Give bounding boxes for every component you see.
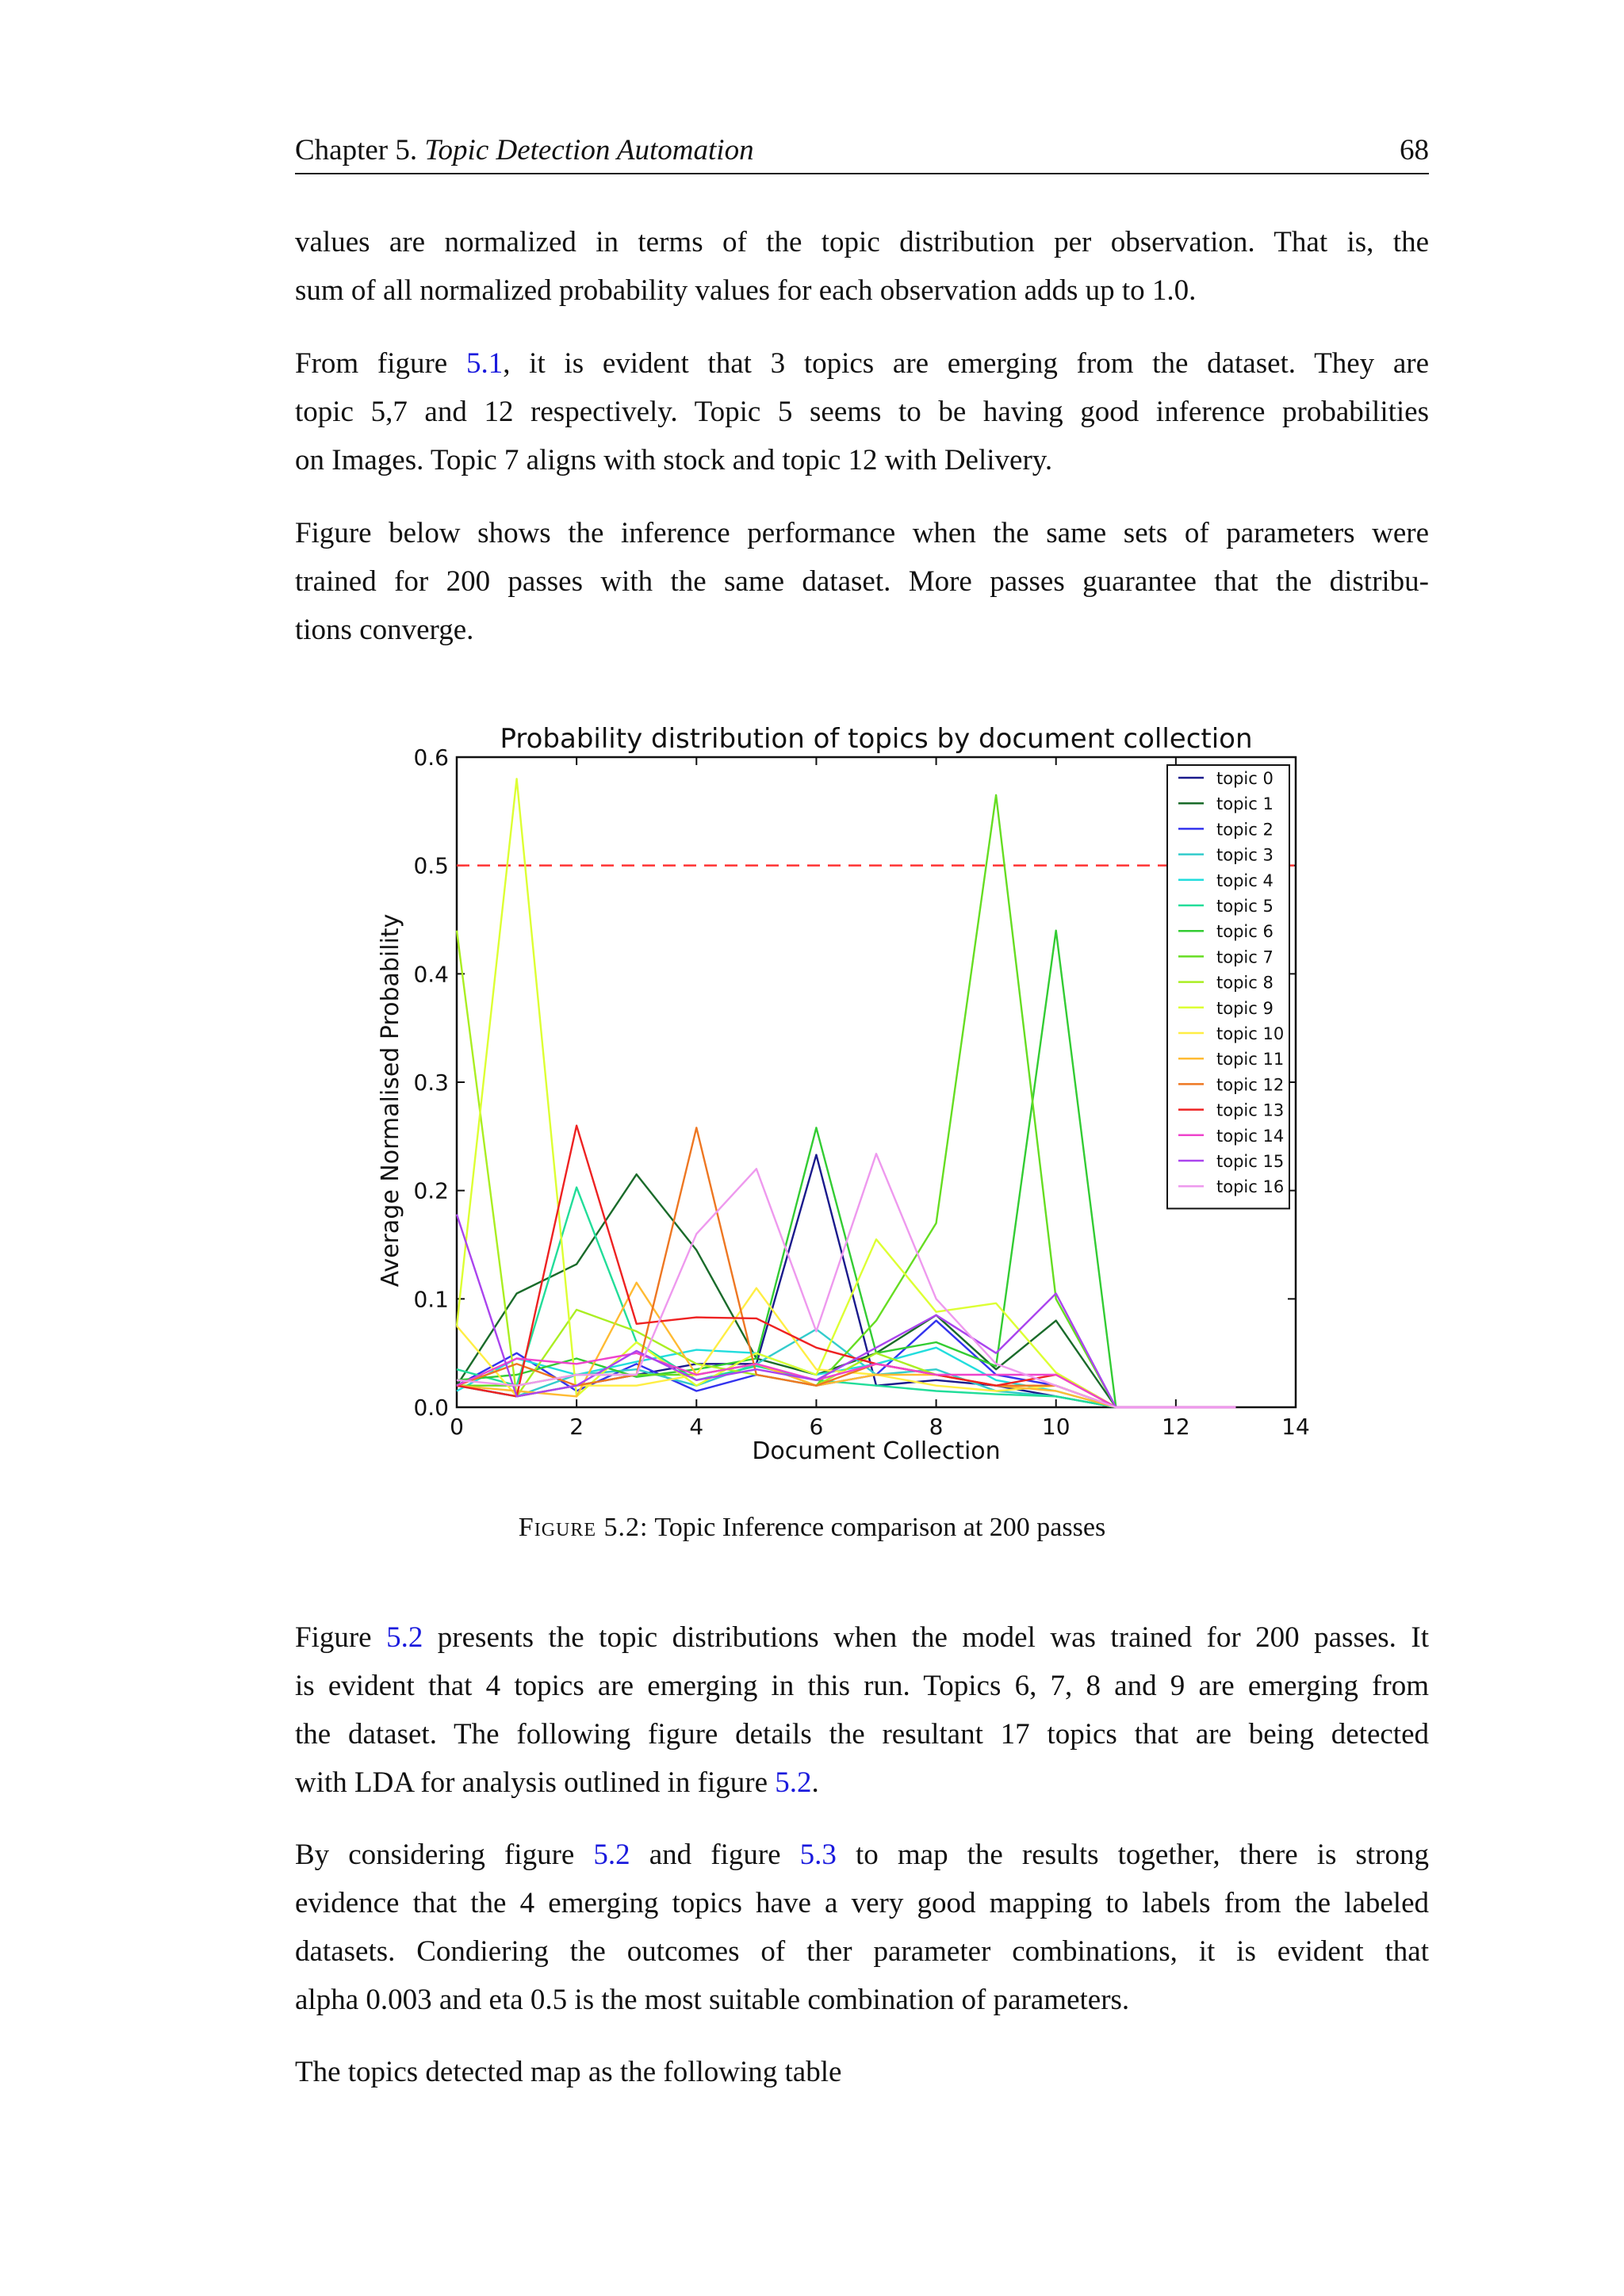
plot-area: [413, 744, 1309, 1440]
y-axis-label: Average Normalised Probability: [377, 913, 404, 1288]
text-line: values are normalized in terms of the topic distribution per observation. That is, the: [295, 226, 1429, 258]
legend-label: topic 16: [1216, 1177, 1285, 1197]
x-tick-label: 14: [1281, 1414, 1310, 1440]
legend-label: topic 14: [1216, 1126, 1285, 1146]
paragraph-6: [295, 2048, 1429, 2096]
y-tick-label: 0.4: [413, 961, 449, 988]
legend-label: topic 3: [1216, 845, 1274, 865]
caption-label: Figure 5.2:: [518, 1513, 649, 1542]
x-axis-label: Document Collection: [752, 1437, 1001, 1465]
chapter-title: Topic Detection Automation: [424, 134, 754, 166]
text-line: evidence that the 4 emerging topics have a very good mapping to labels from the labeled: [295, 1887, 1429, 1919]
legend-label: topic 12: [1216, 1075, 1285, 1095]
x-tick-label: 8: [929, 1414, 944, 1440]
legend-label: topic 2: [1216, 820, 1274, 840]
legend-label: topic 8: [1216, 973, 1274, 993]
legend-label: topic 6: [1216, 922, 1274, 942]
chapter-heading: [295, 133, 754, 167]
running-header: [295, 133, 1429, 174]
text-line: [295, 339, 1429, 388]
legend-label: topic 10: [1216, 1024, 1285, 1043]
y-tick-label: 0.6: [413, 744, 449, 771]
text-line: trained for 200 passes with the same dataset. More passes guarantee that the distribu-: [295, 565, 1429, 598]
paragraph-3: [295, 509, 1429, 654]
text-line: datasets. Condiering the outcomes of ther parameter combinations, it is evident that: [295, 1935, 1429, 1968]
text-line: The topics detected map as the following table: [295, 2056, 842, 2088]
figure-caption: [0, 1513, 1624, 1543]
text-run: to map the results together, there is strong: [836, 1839, 1429, 1871]
paragraph-5: [295, 1831, 1429, 2024]
paragraph-2: [295, 339, 1429, 484]
legend-label: topic 13: [1216, 1100, 1285, 1120]
text-run: Figure: [295, 1621, 387, 1654]
y-tick-label: 0.5: [413, 852, 449, 879]
legend-label: topic 4: [1216, 871, 1274, 890]
figure-ref-link[interactable]: 5.2: [775, 1766, 812, 1799]
text-run: , it is evident that 3 topics are emerging from the dataset. They are: [503, 347, 1429, 380]
page-number: 68: [1400, 134, 1429, 166]
x-tick-label: 6: [809, 1414, 824, 1440]
legend-label: topic 15: [1216, 1152, 1285, 1171]
text-run: presents the topic distributions when the model was trained for 200 passes. It: [423, 1621, 1429, 1654]
y-tick-label: 0.0: [413, 1395, 449, 1421]
figure-ref-link[interactable]: 5.2: [386, 1621, 423, 1654]
chapter-prefix: Chapter 5.: [295, 134, 418, 166]
figure-ref-link[interactable]: 5.1: [465, 347, 504, 380]
figure-ref-link[interactable]: 5.2: [593, 1839, 630, 1871]
y-tick-label: 0.1: [413, 1286, 449, 1313]
text-line: on Images. Topic 7 aligns with stock and topic 12 with Delivery.: [295, 444, 1053, 476]
y-tick-label: 0.3: [413, 1070, 449, 1096]
text-line: [295, 1613, 1429, 1662]
text-run: .: [811, 1766, 819, 1799]
figure-ref-link[interactable]: 5.3: [799, 1839, 837, 1871]
legend-label: topic 1: [1216, 794, 1274, 814]
x-tick-label: 0: [450, 1414, 464, 1440]
text-line: the dataset. The following figure details the resultant 17 topics that are being detected: [295, 1718, 1429, 1751]
text-line: topic 5,7 and 12 respectively. Topic 5 seems to be having good inference probabilities: [295, 396, 1429, 428]
legend-label: topic 5: [1216, 897, 1274, 916]
text-run: and figure: [630, 1839, 800, 1871]
legend-label: topic 11: [1216, 1050, 1285, 1070]
text-line: sum of all normalized probability values for each observation adds up to 1.0.: [295, 274, 1197, 307]
text-run: From figure: [295, 347, 466, 380]
topic-probability-chart: [373, 714, 1316, 1475]
text-line: [295, 1758, 1429, 1807]
y-tick-label: 0.2: [413, 1177, 449, 1204]
x-tick-label: 10: [1041, 1414, 1071, 1440]
legend-label: topic 0: [1216, 769, 1274, 788]
text-run: By considering figure: [295, 1839, 594, 1871]
chart-title: Probability distribution of topics by document collection: [500, 723, 1253, 755]
paragraph-4: [295, 1613, 1429, 1807]
x-tick-label: 4: [689, 1414, 704, 1440]
text-line: tions converge.: [295, 614, 474, 646]
text-line: alpha 0.003 and eta 0.5 is the most suitable combination of parameters.: [295, 1984, 1130, 2016]
text-line: [295, 1831, 1429, 1879]
x-tick-label: 12: [1162, 1414, 1190, 1440]
x-tick-label: 2: [569, 1414, 584, 1440]
legend-label: topic 7: [1216, 947, 1274, 967]
legend-label: topic 9: [1216, 998, 1274, 1018]
text-line: is evident that 4 topics are emerging in this run. Topics 6, 7, 8 and 9 are emerging from: [295, 1670, 1429, 1702]
paragraph-1: [295, 218, 1429, 315]
text-run: with LDA for analysis outlined in figure: [295, 1766, 776, 1799]
caption-text: Topic Inference comparison at 200 passes: [648, 1513, 1106, 1542]
text-line: Figure below shows the inference performance when the same sets of parameters were: [295, 517, 1429, 549]
